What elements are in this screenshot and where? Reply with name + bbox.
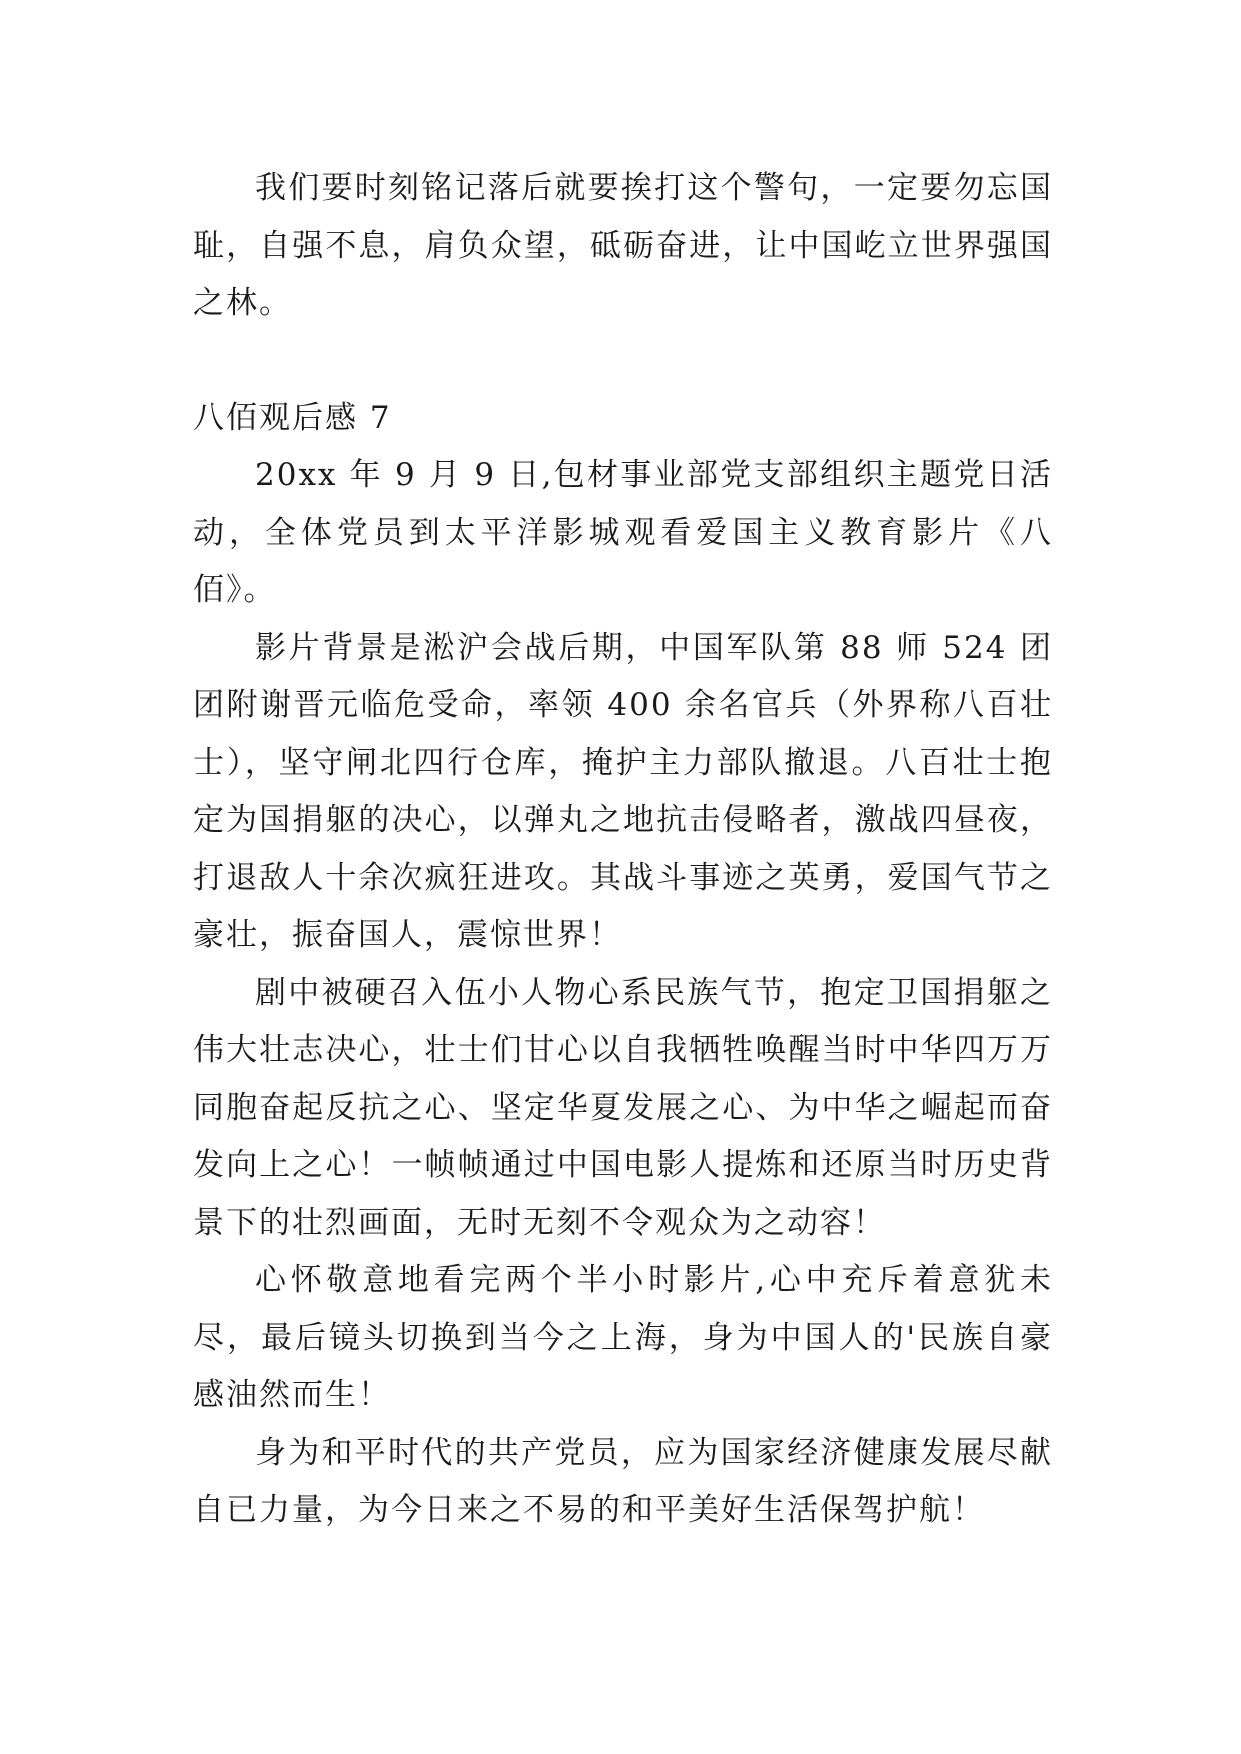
intro-paragraph: 我们要时刻铭记落后就要挨打这个警句，一定要勿忘国耻，自强不息，肩负众望，砥砺奋进，让中国屹立世界强国之林。 [193, 170, 1053, 321]
body-paragraph-2: 影片背景是淞沪会战后期，中国军队第 88 师 524 团团附谢晋元临危受命，率领 400 余名官兵（外界称八百壮士），坚守闸北四行仓库，掩护主力部队撤退。八百壮士抱定为国捐躯的决心，以弹丸之地抗击侵略者，激战四昼夜，打退敌人十余次疯狂进攻。其战斗事迹之英勇，爱国气节之豪壮，振奋国人，震惊世界！ [193, 629, 1053, 953]
body-paragraph-4: 心怀敬意地看完两个半小时影片,心中充斥着意犹未尽，最后镜头切换到当今之上海，身为中国人的'民族自豪感油然而生！ [193, 1262, 1053, 1413]
body-paragraph-5: 身为和平时代的共产党员，应为国家经济健康发展尽献自已力量，为今日来之不易的和平美好生活保驾护航！ [193, 1434, 1053, 1528]
body-paragraph-3: 剧中被硬召入伍小人物心系民族气节，抱定卫国捐躯之伟大壮志决心，壮士们甘心以自我牺牲唤醒当时中华四万万同胞奋起反抗之心、坚定华夏发展之心、为中华之崛起而奋发向上之心！一帧帧通过中国电影人提炼和还原当时历史背景下的壮烈画面，无时无刻不令观众为之动容！ [193, 974, 1053, 1241]
document-body [193, 160, 1053, 1540]
body-paragraph-1: 20xx 年 9 月 9 日,包材事业部党支部组织主题党日活动，全体党员到太平洋影城观看爱国主义教育影片《八佰》。 [193, 457, 1053, 608]
section-title: 八佰观后感 7 [193, 399, 392, 436]
